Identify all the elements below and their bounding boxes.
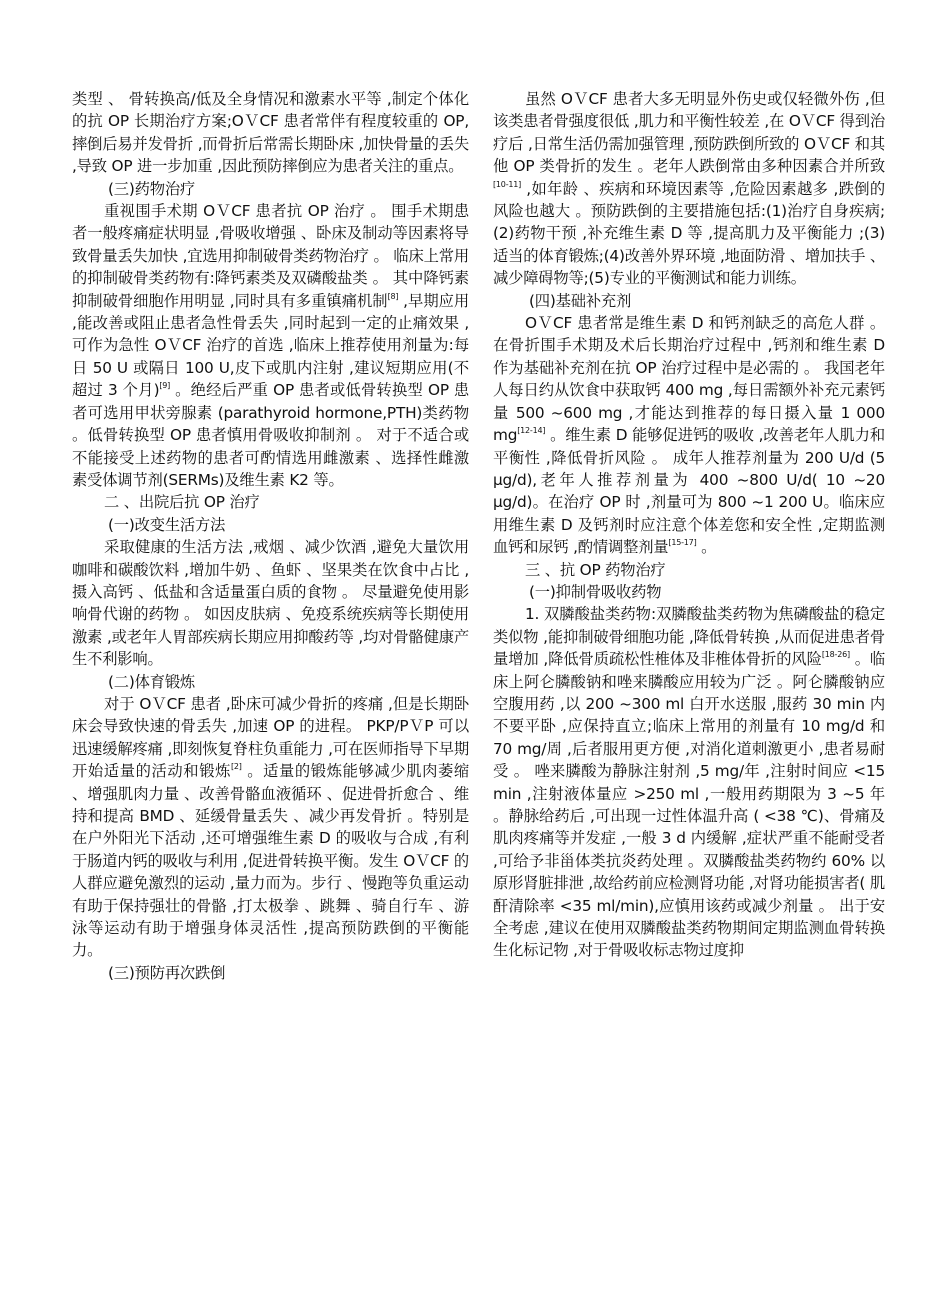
bp-text-2: 。临床上阿仑膦酸钠和唑来膦酸应用较为广泛 。阿仑膦酸钠应空腹用药 ,以 200 ~300 ml 白开水送服 ,服药 30 min 内不要平卧 ,应保持直立;临床上常用的剂量有 10 mg/d 和 70 mg/周 ,后者服用更方便 ,对消化道刺激更小 ,患者易耐受 。 唑来膦酸为静脉注射剂 ,5 mg/年 ,注射时间应 <15 min ,注射液体量应 >250 ml ,一般用药期限为 3 ~5 年 。静脉给药后 ,可出现一过性体温升高 ( <38 ℃)、骨痛及肌肉疼痛等并发症 ,一般 3 d 内缓解 ,症状严重不能耐受者 ,可给予非甾体类抗炎药处理 。双膦酸盐类药物约 60% 以原形肾脏排泄 ,故给药前应检测肾功能 ,对肾功能损害者( 肌酐清除率 <35 ml/min),应慎用该药或减少剂量 。 出于安全考虑 ,建议在使用双膦酸盐类药物期间定期监测血骨转换生化标记物 ,对于骨吸收标志物过度抑: [493, 650, 885, 960]
citation-9: [9]: [159, 381, 171, 391]
heading-prevent-falls: (三)预防再次跌倒: [108, 963, 226, 982]
paragraph-fall-prevention: [493, 88, 885, 290]
basic-text-3: 。: [696, 538, 717, 557]
fall-text-1: 虽然 OＶCF 患者大多无明显外伤史或仅轻微外伤 ,但该类患者骨强度很低 ,肌力和平衡性较差 ,在 OＶCF 得到治疗后 ,日常生活仍需加强管理 ,预防跌倒所致的 OＶCF 和其他 OP 类骨折的发生 。老年人跌倒常由多种因素合并所致: [493, 90, 885, 176]
exercise-text-1: 对于 OＶCF 患者 ,卧床可减少骨折的疼痛 ,但是长期卧床会导致快速的骨丢失 ,加速 OP 的进程。 PKP/PＶP 可以迅速缓解疼痛 ,即刻恢复脊柱负重能力 ,可在医师指导下早期开始适量的活动和锻炼: [72, 694, 469, 781]
bp-text-1: 1. 双膦酸盐类药物:双膦酸盐类药物为焦磷酸盐的稳定类似物 ,能抑制破骨细胞功能 ,降低骨转换 ,从而促进患者骨量增加 ,降低骨质疏松性椎体及非椎体骨折的风险: [493, 605, 885, 669]
citation-12-14: [12-14]: [517, 426, 546, 436]
right-column: [493, 88, 885, 962]
exercise-text-2: 。适量的锻炼能够减少肌肉萎缩 、增强肌肉力量 、改善骨骼血液循环 、促进骨折愈合 、维持和提高 BMD 、延缓骨量丢失 、减少再发骨折 。特别是在户外阳光下活动 ,还可增强维生素 D 的吸收与合成 ,有利于肠道内钙的吸收与利用 ,促进骨转换平衡。发生 OＶCF 的人群应避免激烈的运动 ,量力而为。步行 、慢跑等负重运动有助于保持强壮的骨骼 ,打太极拳 、跳舞 、骑自行车 、游泳等运动有助于增强身体灵活性 ,提高预防跌倒的平衡能力。: [72, 762, 469, 960]
heading-exercise: (二)体育锻炼: [108, 672, 196, 691]
basic-text-1: OＶCF 患者常是维生素 D 和钙剂缺乏的高危人群 。在骨折围手术期及术后长期治疗过程中 ,钙剂和维生素 D 作为基础补充剂在抗 OP 治疗过程中是必需的 。 我国老年人每日约从饮食中获取钙 400 mg ,每日需额外补充元素钙量 500 ~600 mg ,才能达到推荐的每日摄入量 1 000 mg: [493, 314, 885, 445]
citation-2: [2]: [231, 762, 242, 772]
basic-text-2: 。维生素 D 能够促进钙的吸收 ,改善老年人肌力和平衡性 ,降低骨折风险 。 成年人推荐剂量为 200 U/d (5 μg/d),老年人推荐剂量为 400 ~800 U/d( 10 ~20 μg/d)。在治疗 OP 时 ,剂量可为 800 ~1 200 U。临床应用维生素 D 及钙剂时应注意个体差您和安全性 ,定期监测血钙和尿钙 ,酌情调整剂量: [493, 426, 885, 557]
paragraph-exercise: [72, 693, 469, 962]
paragraph-bisphosphonates: [493, 603, 885, 962]
paragraph-basic-supplements: [493, 312, 885, 558]
citation-10-11: [10-11]: [493, 179, 522, 189]
heading-drug-therapy: (三)药物治疗: [108, 179, 196, 198]
citation-18-26: [18-26]: [821, 650, 850, 660]
drug-text-1: 重视围手术期 OＶCF 患者抗 OP 治疗 。 围手术期患者一般疼痛症状明显 ,骨吸收增强 、卧床及制动等因素将导致骨量丢失加快 ,宜选用抑制破骨类药物治疗 。 临床上常用的抑制破骨类药物有:降钙素类及双磷酸盐类 。 其中降钙素抑制破骨细胞作用明显 ,同时具有多重镇痛机制: [72, 202, 469, 310]
fall-text-2: ,如年龄 、疾病和环境因素等 ,危险因素越多 ,跌倒的风险也越大 。预防跌倒的主要措施包括:(1)治疗自身疾病;(2)药物干预 ,补充维生素 D 等 ,提高肌力及平衡能力 ;(3)适当的体育锻炼;(4)改善外界环境 ,地面防滑 、增加扶手 、减少障碍物等;(5)专业的平衡测试和能力训练。: [493, 179, 885, 288]
heading-inhibit-resorption: (一)抑制骨吸收药物: [529, 582, 662, 601]
paragraph-drug-therapy: [72, 200, 469, 491]
heading-basic-supplements: (四)基础补充剂: [529, 291, 632, 310]
paragraph-continued: 类型 、 骨转换高/低及全身情况和激素水平等 ,制定个体化的抗 OP 长期治疗方案;OＶCF 患者常伴有程度较重的 OP,摔倒后易并发骨折 ,而骨折后常需长期卧床 ,加快骨量的丢失 ,导致 OP 进一步加重 ,因此预防摔倒应为患者关注的重点。: [72, 90, 469, 176]
heading-post-discharge: 二 、出院后抗 OP 治疗: [104, 493, 260, 512]
drug-text-3: 。绝经后严重 OP 患者或低骨转换型 OP 患者可选用甲状旁腺素 (parathyroid hormone,PTH)类药物 。低骨转换型 OP 患者慎用骨吸收抑制剂 。 对于不适合或不能接受上述药物的患者可酌情选用雌激素 、选择性雌激素受体调节剂(SERMs)及维生素 K2 等。: [72, 381, 469, 489]
heading-lifestyle: (一)改变生活方法: [108, 515, 226, 534]
paragraph-lifestyle: 采取健康的生活方法 ,戒烟 、减少饮酒 ,避免大量饮用咖啡和碳酸饮料 ,增加牛奶 、鱼虾 、坚果类在饮食中占比 ,摄入高钙 、低盐和含适量蛋白质的食物 。 尽量避免使用影响骨代谢的药物 。 如因皮肤病 、免疫系统疾病等长期使用激素 ,或老年人胃部疾病长期应用抑酸药等 ,均对骨骼健康产生不利影响。: [72, 538, 469, 669]
left-column: [72, 88, 469, 984]
citation-8: [8]: [387, 291, 399, 301]
drug-text-2: ,早期应用 ,能改善或阻止患者急性骨丢失 ,同时起到一定的止痛效果 ,可作为急性 OＶCF 治疗的首选 ,临床上推荐使用剂量为:每日 50 U 或隔日 100 U,皮下或肌内注射 ,建议短期应用(不超过 3 个月): [72, 291, 470, 400]
citation-15-17: [15-17]: [668, 538, 697, 548]
heading-anti-op-drugs: 三 、抗 OP 药物治疗: [525, 560, 666, 579]
